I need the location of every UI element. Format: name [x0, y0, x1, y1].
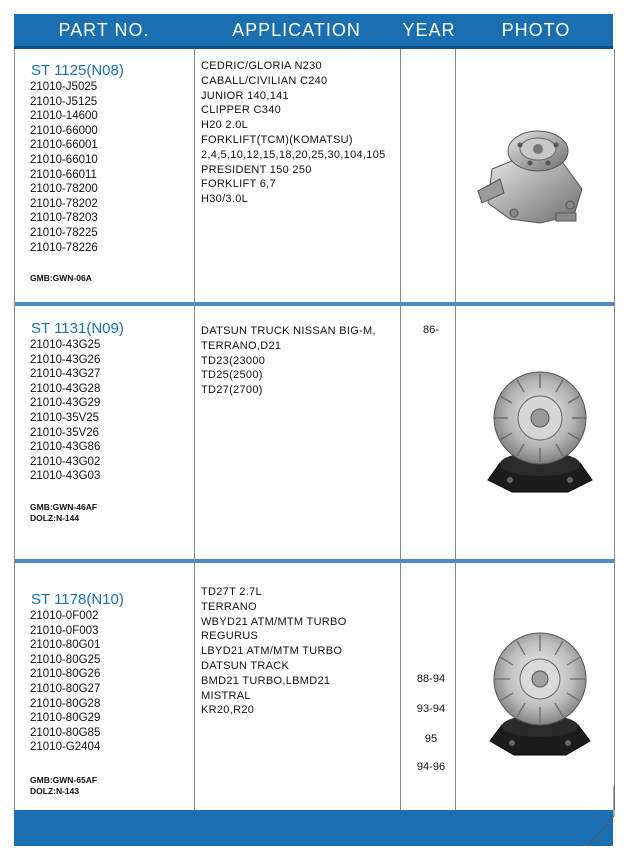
- application-line: JUNIOR 140,141: [201, 89, 289, 102]
- application-line: FORKLIFT 6,7: [201, 178, 276, 191]
- oem-code: 21010-80G85: [30, 726, 101, 739]
- application-line: CLIPPER C340: [201, 104, 282, 117]
- oem-code: 21010-43G25: [30, 339, 101, 351]
- oem-code: 21010-78203: [30, 212, 98, 225]
- oem-code: 21010-78202: [30, 197, 98, 210]
- oem-code: 21010-43G02: [30, 455, 101, 468]
- application-line: CEDRIC/GLORIA N230: [201, 60, 322, 72]
- table-row: [15, 306, 614, 559]
- application-line: TD27T 2.7L: [201, 586, 262, 598]
- application-line: KR20,R20: [201, 704, 255, 717]
- oem-code-list: [30, 80, 98, 255]
- cross-reference: [30, 775, 97, 797]
- oem-code: 21010-43G26: [30, 353, 101, 366]
- application-line: LBYD21 ATM/MTM TURBO: [201, 645, 343, 658]
- oem-code-list: [30, 609, 100, 755]
- oem-code: 21010-43G28: [30, 382, 101, 395]
- cross-reference-line: GMB:GWN-65AF: [30, 775, 98, 785]
- oem-code: 21010-43G27: [30, 368, 101, 381]
- application-list: [201, 59, 386, 207]
- application-line: TD25(2500): [201, 369, 263, 382]
- header-part-no: PART NO.: [58, 19, 150, 40]
- year-range: 95: [424, 733, 438, 745]
- cross-reference: [30, 502, 97, 524]
- cross-reference: [30, 273, 92, 284]
- year-range: 93-94: [416, 703, 446, 715]
- oem-code: 21010-35V26: [30, 426, 100, 439]
- header-photo: PHOTO: [501, 19, 571, 40]
- oem-code: 21010-0F003: [30, 624, 99, 637]
- header-year: YEAR: [402, 19, 456, 40]
- header-application: APPLICATION: [232, 19, 361, 40]
- application-line: H20 2.0L: [201, 119, 249, 132]
- parts-table: [14, 49, 615, 810]
- application-line: H30/3.0L: [201, 193, 249, 206]
- water-pump-photo: [470, 119, 600, 229]
- corner-decoration: [560, 780, 620, 850]
- application-line: TERRANO: [201, 600, 257, 613]
- cross-reference-line: GMB:GWN-46AF: [30, 502, 98, 512]
- year-range: 88-94: [416, 673, 446, 685]
- oem-code: 21010-78200: [30, 183, 98, 196]
- year-range: 94-96: [416, 761, 446, 773]
- cross-reference-line: DOLZ:N-144: [30, 513, 80, 523]
- part-number: ST 1125(N08): [31, 62, 124, 79]
- oem-code: 21010-66010: [30, 153, 98, 166]
- part-number: ST 1131(N09): [31, 320, 124, 337]
- application-line: DATSUN TRACK: [201, 659, 290, 672]
- oem-code: 21010-J5125: [30, 95, 98, 108]
- oem-code: 21010-80G25: [30, 653, 101, 666]
- oem-code: 21010-80G01: [30, 639, 101, 652]
- application-line: TD27(2700): [201, 384, 263, 397]
- oem-code: 21010-G2404: [30, 741, 101, 754]
- fan-clutch-pump-photo: [480, 629, 600, 759]
- application-list: [201, 324, 376, 398]
- oem-code: 21010-43G86: [30, 441, 101, 454]
- application-line: 2,4,5,10,12,15,18,20,25,30,104,105: [201, 148, 386, 161]
- year-range: 86-: [423, 324, 439, 336]
- oem-code: 21010-78226: [30, 241, 98, 254]
- oem-code: 21010-66000: [30, 124, 98, 137]
- oem-code-list: [30, 338, 100, 484]
- oem-code: 21010-78225: [30, 226, 98, 239]
- oem-code: 21010-J5025: [30, 81, 98, 93]
- oem-code: 21010-0F002: [30, 610, 99, 622]
- application-line: TD23(23000: [201, 354, 266, 367]
- application-line: BMD21 TURBO,LBMD21: [201, 674, 331, 687]
- oem-code: 21010-43G29: [30, 397, 101, 410]
- oem-code: 21010-80G29: [30, 712, 101, 725]
- cross-reference-line: GMB:GWN-06A: [30, 273, 92, 283]
- application-line: REGURUS: [201, 630, 259, 643]
- application-line: WBYD21 ATM/MTM TURBO: [201, 615, 347, 628]
- footer-bar: [14, 810, 613, 846]
- application-line: DATSUN TRUCK NISSAN BIG-M,: [201, 325, 376, 337]
- oem-code: 21010-43G03: [30, 470, 101, 483]
- oem-code: 21010-35V25: [30, 411, 100, 424]
- table-header: [14, 14, 613, 49]
- oem-code: 21010-80G26: [30, 668, 101, 681]
- oem-code: 21010-66001: [30, 139, 98, 152]
- application-line: MISTRAL: [201, 689, 251, 702]
- application-line: FORKLIFT(TCM)(KOMATSU): [201, 133, 353, 146]
- cross-reference-line: DOLZ:N-143: [30, 786, 80, 796]
- oem-code: 21010-14600: [30, 110, 98, 123]
- fan-clutch-pump-photo: [480, 368, 600, 498]
- part-number: ST 1178(N10): [31, 591, 124, 608]
- table-row: [15, 49, 614, 302]
- application-list: [201, 585, 347, 718]
- table-row: [15, 563, 614, 810]
- application-line: CABALL/CIVILIAN C240: [201, 74, 328, 87]
- application-line: PRESIDENT 150 250: [201, 163, 312, 176]
- oem-code: 21010-66011: [30, 168, 97, 181]
- oem-code: 21010-80G27: [30, 682, 101, 695]
- oem-code: 21010-80G28: [30, 697, 101, 710]
- application-line: TERRANO,D21: [201, 339, 282, 352]
